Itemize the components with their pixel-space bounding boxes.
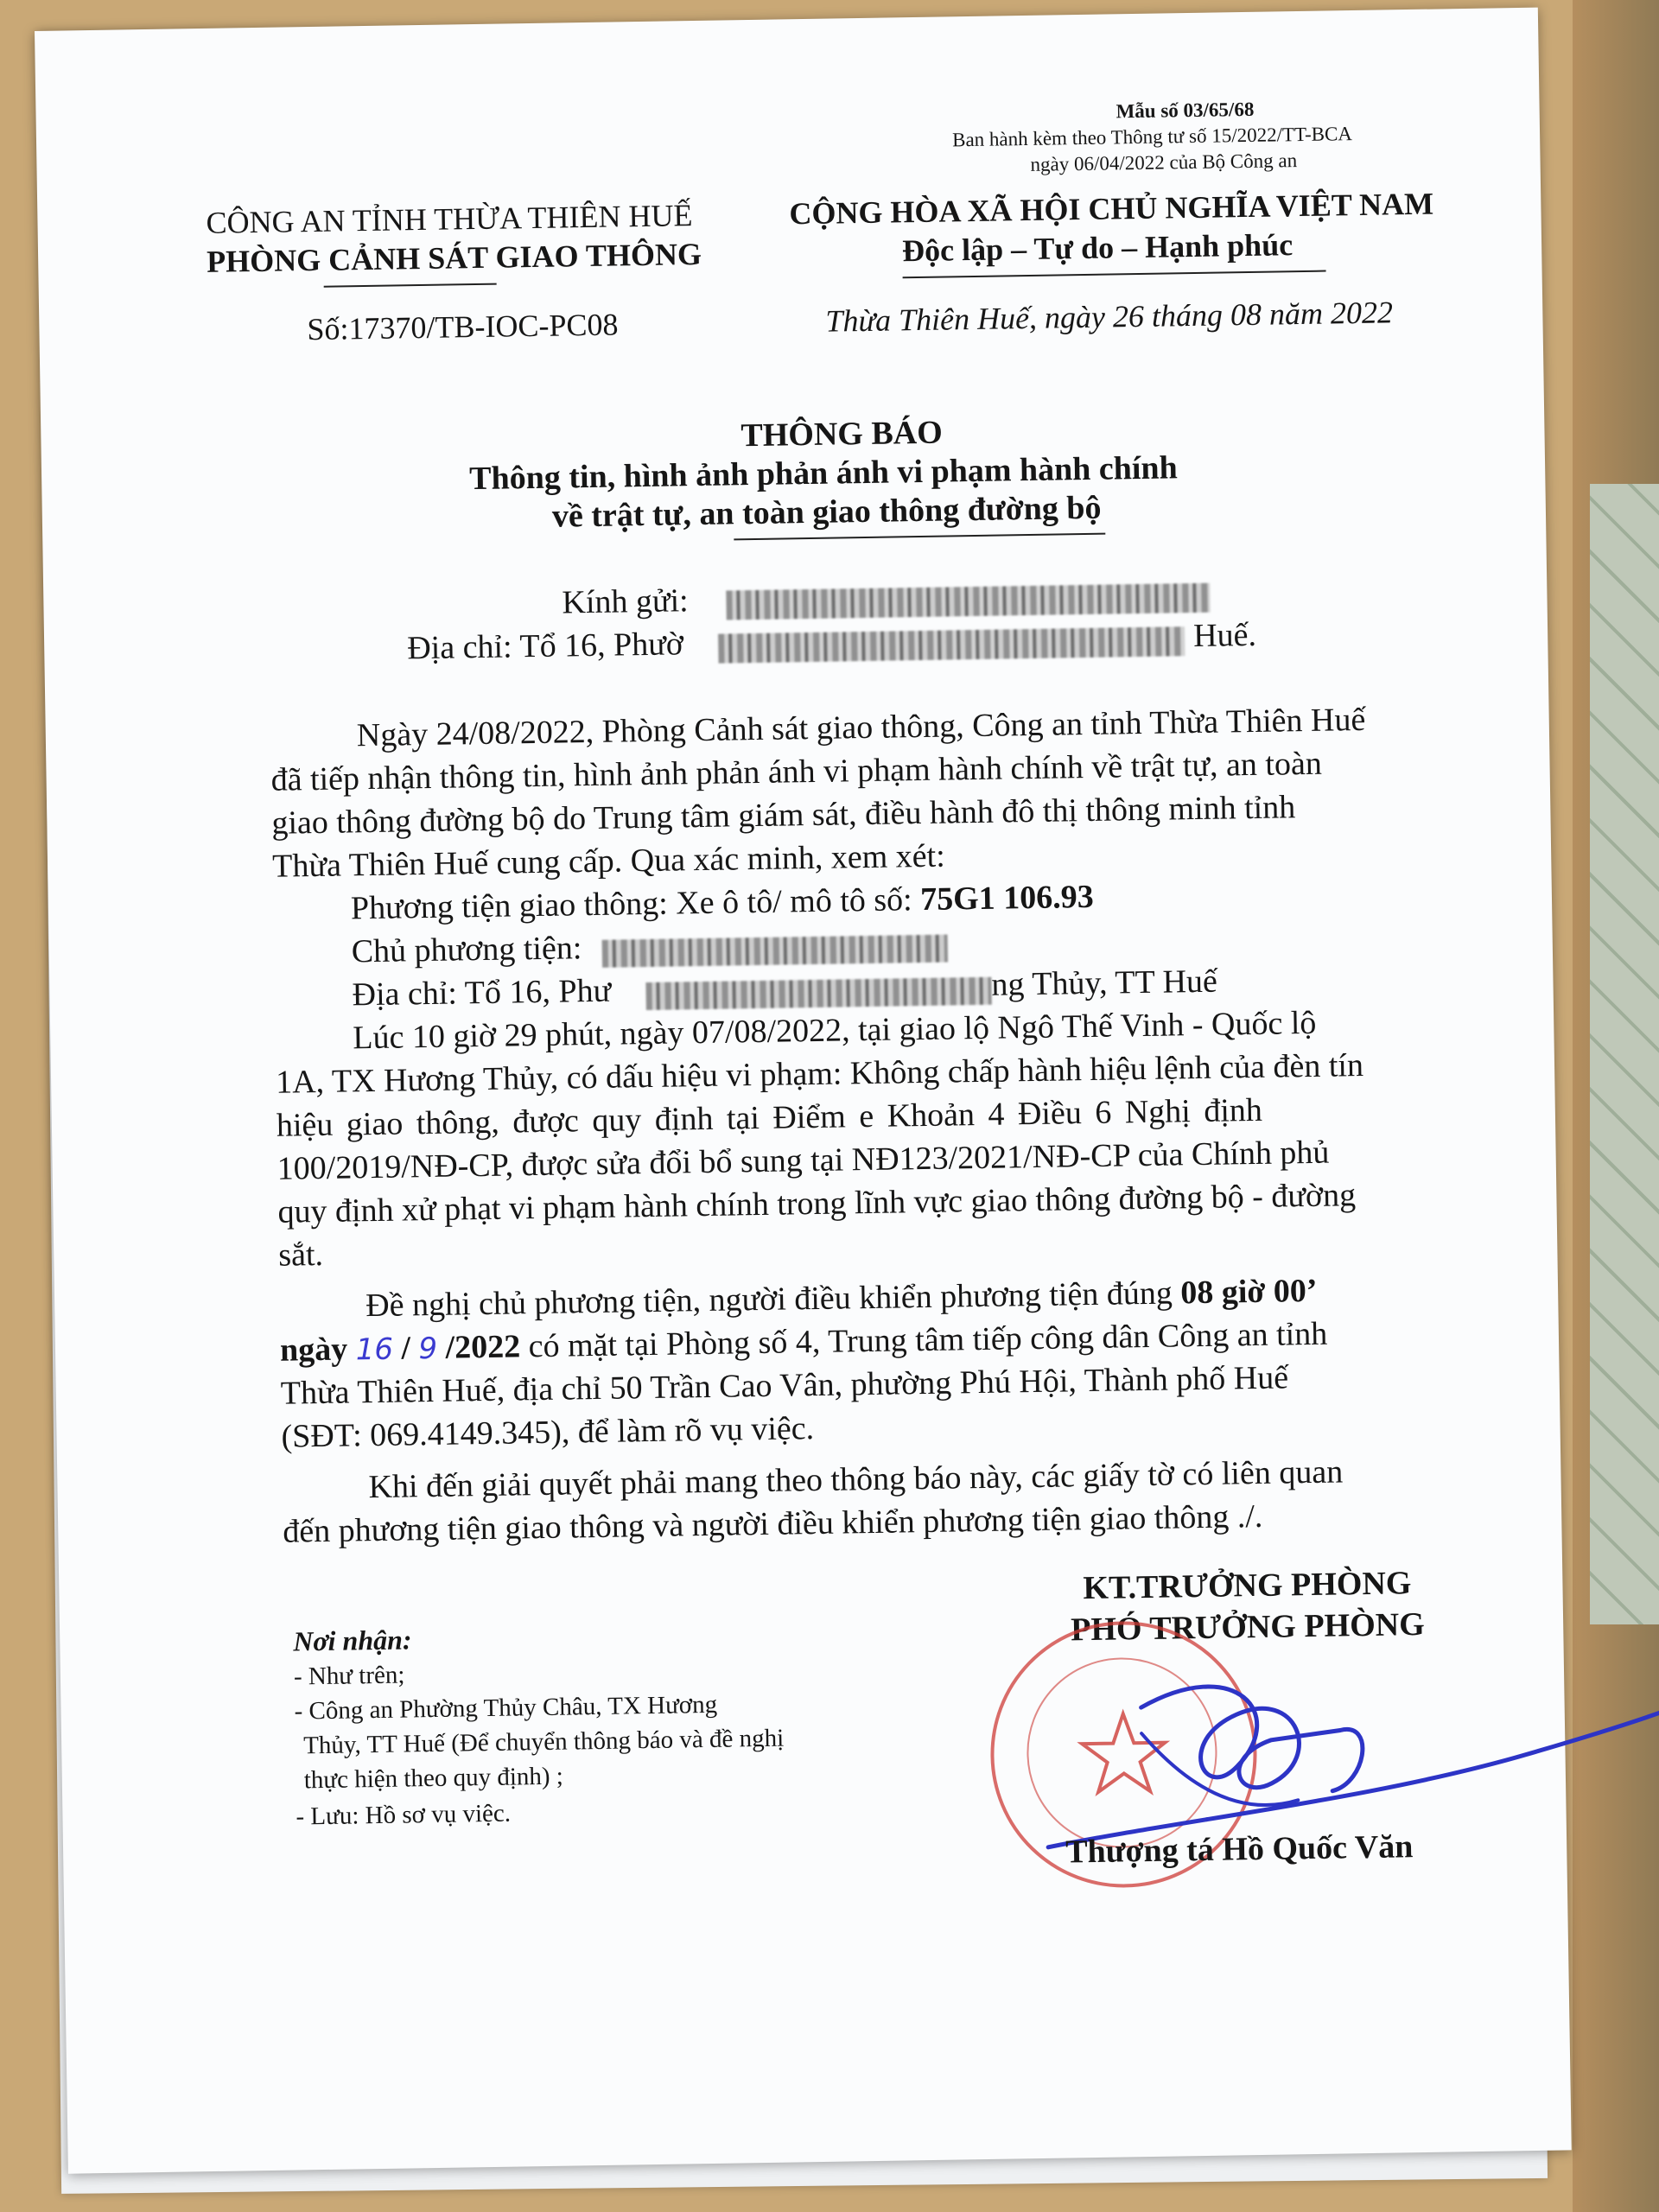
owner-address-end: ng Thủy, TT Huế: [991, 963, 1218, 1003]
para1-line4: Thừa Thiên Huế cung cấp. Qua xác minh, xem xét:: [271, 837, 946, 885]
recipients-item-2-line2: Thủy, TT Huế (Để chuyển thông báo và đề nghị: [302, 1724, 785, 1760]
para1-line3: giao thông đường bộ do Trung tâm giám sát, điều hành đô thị thông minh tỉnh: [271, 789, 1296, 842]
redacted-owner-name: [602, 935, 948, 968]
recipients-item-2-line1: - Công an Phường Thủy Châu, TX Hương: [294, 1690, 718, 1726]
para3-line4: (SĐT: 069.4149.345), để làm rõ vụ việc.: [281, 1410, 815, 1455]
vehicle-plate: 75G1 106.93: [919, 878, 1095, 918]
para1-line2: đã tiếp nhận thông tin, hình ảnh phản ánh vi phạm hành chính về trật tự, an toàn: [270, 745, 1323, 798]
recipient-label: Kính gửi:: [562, 582, 689, 621]
recipient-address-end: Huế.: [1192, 616, 1257, 655]
recipients-title: Nơi nhận:: [293, 1624, 412, 1657]
recipients-item-1: - Như trên;: [293, 1661, 405, 1691]
para4-line2: đến phương tiện giao thông và người điều khiển phương tiện giao thông ./.: [282, 1497, 1263, 1550]
document-title: THÔNG BÁO: [741, 414, 944, 454]
appointment-year: /2022: [445, 1328, 521, 1366]
para2-line6: sắt.: [277, 1236, 324, 1274]
para1-line1: Ngày 24/08/2022, Phòng Cảnh sát giao thông, Công an tỉnh Thừa Thiên Huế: [356, 701, 1366, 754]
handwritten-signature: [1010, 1630, 1659, 1935]
recipients-item-3: - Lưu: Hồ sơ vụ việc.: [296, 1799, 512, 1831]
document-number: Số:17370/TB-IOC-PC08: [307, 307, 619, 347]
para3-line2-rest: có mặt tại Phòng số 4, Trung tâm tiếp công dân Công an tỉnh: [519, 1315, 1328, 1365]
form-issued-with: Ban hành kèm theo Thông tư số 15/2022/TT-BCA: [951, 123, 1353, 151]
document-subtitle-1: Thông tin, hình ảnh phản ánh vi phạm hành chính: [468, 449, 1178, 498]
motto-underline: [903, 270, 1326, 279]
signature-title-1: KT.TRƯỞNG PHÒNG: [1083, 1565, 1412, 1607]
handwritten-month: 9: [418, 1331, 438, 1367]
para2-line4: 100/2019/NĐ-CP, được sửa đổi bổ sung tại NĐ123/2021/NĐ-CP của Chính phủ: [276, 1134, 1330, 1187]
para2-line5: quy định xử phạt vi phạm hành chính trong lĩnh vực giao thông đường bộ - đường: [277, 1177, 1357, 1230]
republic-name: CỘNG HÒA XÃ HỘI CHỦ NGHĨA VIỆT NAM: [789, 186, 1434, 232]
redacted-owner-address: [645, 977, 991, 1010]
appointment-ngay: ngày: [279, 1331, 348, 1369]
redacted-recipient-address: [718, 626, 1185, 663]
title-underline: [734, 533, 1105, 541]
para3-line3: Thừa Thiên Huế, địa chỉ 50 Trần Cao Vân, phường Phú Hội, Thành phố Huế: [280, 1359, 1289, 1412]
recipients-item-2-line3: thực hiện theo quy định) ;: [303, 1762, 564, 1795]
date-slash: /: [401, 1330, 411, 1367]
form-issued-date: ngày 06/04/2022 của Bộ Công an: [1030, 149, 1298, 175]
owner-address-label: Địa chỉ: Tổ 16, Phư: [352, 972, 612, 1014]
agency-department: PHÒNG CẢNH SÁT GIAO THÔNG: [206, 236, 702, 279]
vehicle-line: [351, 879, 1094, 928]
agency-underline: [324, 283, 497, 288]
para2-line1: Lúc 10 giờ 29 phút, ngày 07/08/2022, tại giao lộ Ngô Thế Vinh - Quốc lộ: [353, 1004, 1317, 1057]
agency-name: CÔNG AN TỈNH THỪA THIÊN HUẾ: [206, 198, 693, 240]
vehicle-label: Phương tiện giao thông: Xe ô tô/ mô tô số:: [350, 881, 921, 927]
background-tiles: [1590, 484, 1659, 1624]
recipient-address-label: Địa chỉ: Tổ 16, Phườ: [406, 626, 684, 667]
redacted-recipient-name: [726, 583, 1210, 620]
document-subtitle-2: về trật tự, an toàn giao thông đường bộ: [551, 489, 1102, 535]
para3-text: Đề nghị chủ phương tiện, người điều khiển phương tiện đúng: [365, 1274, 1181, 1325]
republic-motto: Độc lập – Tự do – Hạnh phúc: [901, 227, 1294, 269]
para2-line3: hiệu giao thông, được quy định tại Điểm e Khoản 4 Điều 6 Nghị định: [276, 1091, 1263, 1144]
signer-name: Thượng tá Hồ Quốc Văn: [1065, 1828, 1414, 1871]
place-and-date: Thừa Thiên Huế, ngày 26 tháng 08 năm 2022: [825, 295, 1394, 339]
document-page: [35, 8, 1572, 2174]
appointment-time: 08 giờ 00’: [1179, 1272, 1318, 1312]
form-number: Mẫu số 03/65/68: [1116, 98, 1255, 123]
para2-line2: 1A, TX Hương Thủy, có dấu hiệu vi phạm: Không chấp hành hiệu lệnh của đèn tín: [275, 1046, 1364, 1101]
handwritten-day: 16: [355, 1332, 394, 1368]
owner-label: Chủ phương tiện:: [351, 930, 582, 970]
signature-title-2: PHÓ TRƯỞNG PHÒNG: [1070, 1605, 1426, 1649]
para4-line1: Khi đến giải quyết phải mang theo thông báo này, các giấy tờ có liên quan: [368, 1453, 1344, 1506]
